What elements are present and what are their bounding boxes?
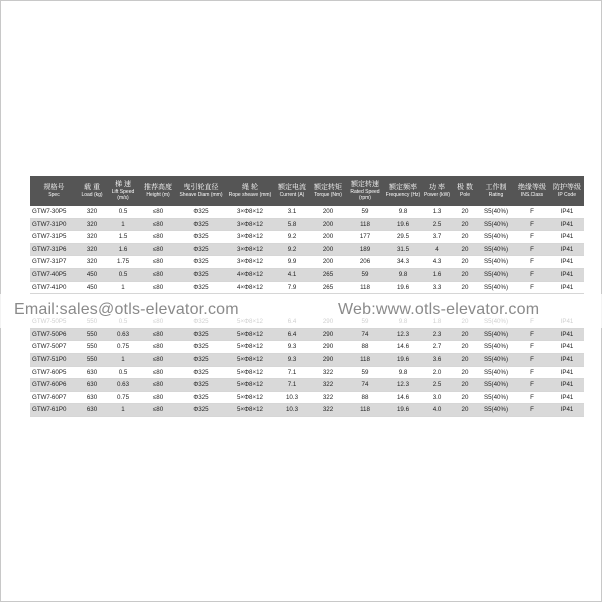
table-cell: IP41 (550, 341, 584, 354)
column-header-en: IP Code (558, 191, 576, 198)
table-cell: 118 (346, 218, 384, 231)
table-cell: ≤80 (140, 268, 176, 281)
table-cell: 3×Φ8×12 (226, 256, 274, 269)
table-cell: 10.3 (274, 391, 310, 404)
column-header-en: Load (kg) (81, 191, 103, 198)
column-header-zh: 防护等级 (553, 183, 581, 191)
table-cell: 9.8 (384, 366, 422, 379)
table-cell: F (514, 353, 550, 366)
table-cell: Φ325 (176, 256, 226, 269)
column-header (78, 176, 106, 206)
table-cell: IP41 (550, 404, 584, 417)
table-cell: GTW7-31P7 (30, 256, 78, 269)
table-cell: 34.3 (384, 256, 422, 269)
column-header-zh: 绝缘等级 (518, 183, 546, 191)
column-header-zh: 绳 轮 (242, 183, 258, 191)
table-cell: 4.1 (274, 268, 310, 281)
table-cell: Φ325 (176, 328, 226, 341)
column-header-en: Lift Speed (m/s) (111, 188, 135, 201)
table-cell: 1.5 (106, 231, 140, 244)
table-cell: 290 (310, 341, 346, 354)
table-cell: Φ325 (176, 268, 226, 281)
table-cell: 9.8 (384, 206, 422, 218)
table-cell: 450 (78, 268, 106, 281)
table-cell: 74 (346, 379, 384, 392)
table-cell: 630 (78, 404, 106, 417)
table-cell: S5(40%) (478, 391, 514, 404)
table-cell: 29.5 (384, 231, 422, 244)
column-header-en: Torque (Nm) (314, 191, 342, 198)
column-header-en: Pole (459, 191, 470, 198)
table-cell: 20 (452, 353, 478, 366)
table-cell: 3×Φ8×12 (226, 243, 274, 256)
column-header-zh: 推荐高度 (144, 183, 172, 191)
table-cell: IP41 (550, 366, 584, 379)
table-cell: GTW7-60P6 (30, 379, 78, 392)
table-cell: S5(40%) (478, 366, 514, 379)
watermark-web: Web:www.otls-elevator.com (338, 301, 540, 318)
table-cell: 3×Φ8×12 (226, 206, 274, 218)
table-cell: 322 (310, 366, 346, 379)
table-cell: ≤80 (140, 231, 176, 244)
table-row (30, 366, 584, 379)
table-cell: 200 (310, 243, 346, 256)
table-cell: IP41 (550, 328, 584, 341)
table-cell: F (514, 391, 550, 404)
column-header-zh: 额定转速 (351, 180, 379, 188)
watermark-email: Email:sales@otls-elevator.com (14, 301, 239, 318)
table-cell: 20 (452, 281, 478, 294)
table-cell: 20 (452, 243, 478, 256)
table-cell: GTW7-51P0 (30, 353, 78, 366)
table-row (30, 341, 584, 354)
table-cell: GTW7-31P0 (30, 218, 78, 231)
column-header (274, 176, 310, 206)
table-cell: 322 (310, 404, 346, 417)
table-row (30, 379, 584, 392)
table-cell: 450 (78, 281, 106, 294)
table-cell: 3×Φ8×12 (226, 231, 274, 244)
table-cell: F (514, 341, 550, 354)
table-cell: Φ325 (176, 218, 226, 231)
column-header-en: Height (m) (146, 191, 170, 198)
table-cell: 1 (106, 218, 140, 231)
table-cell: S5(40%) (478, 341, 514, 354)
table-cell: S5(40%) (478, 328, 514, 341)
table-cell: IP41 (550, 268, 584, 281)
table-cell: 5×Φ8×12 (226, 353, 274, 366)
table-cell: GTW7-50P7 (30, 341, 78, 354)
table-cell: 265 (310, 281, 346, 294)
column-header-en: Current (A) (279, 191, 305, 198)
table-cell: GTW7-31P5 (30, 231, 78, 244)
column-header (106, 176, 140, 206)
column-header-en: Rating (488, 191, 504, 198)
table-cell: 177 (346, 231, 384, 244)
table-cell: 320 (78, 256, 106, 269)
table-cell: ≤80 (140, 281, 176, 294)
table-cell: 1 (106, 281, 140, 294)
table-cell: 630 (78, 391, 106, 404)
table-cell: 59 (346, 366, 384, 379)
table-cell: GTW7-50P6 (30, 328, 78, 341)
table-cell: 200 (310, 206, 346, 218)
table-cell: F (514, 218, 550, 231)
column-header-en: Power (kW) (423, 191, 451, 198)
column-header (140, 176, 176, 206)
table-cell: S5(40%) (478, 404, 514, 417)
table-cell: 0.5 (106, 268, 140, 281)
table-cell: 3.0 (422, 391, 452, 404)
table-cell: F (514, 268, 550, 281)
table-cell: 20 (452, 328, 478, 341)
table-cell: IP41 (550, 353, 584, 366)
table-cell: ≤80 (140, 353, 176, 366)
column-header-zh: 工作制 (485, 183, 507, 191)
table-cell: S5(40%) (478, 379, 514, 392)
table-cell: F (514, 281, 550, 294)
table-cell: GTW7-41P0 (30, 281, 78, 294)
table-cell: 9.3 (274, 341, 310, 354)
table-cell: 118 (346, 404, 384, 417)
table-cell: Φ325 (176, 206, 226, 218)
table-row (30, 256, 584, 269)
table-cell: IP41 (550, 206, 584, 218)
table-cell: S5(40%) (478, 243, 514, 256)
table-cell: F (514, 243, 550, 256)
column-header (478, 176, 514, 206)
table-cell: 20 (452, 206, 478, 218)
table-cell: 2.5 (422, 218, 452, 231)
table-cell: 0.63 (106, 328, 140, 341)
column-header-en: Spec (48, 191, 60, 198)
table-cell: 7.9 (274, 281, 310, 294)
table-cell: 2.7 (422, 341, 452, 354)
table-cell: 20 (452, 404, 478, 417)
table-cell: 3.1 (274, 206, 310, 218)
table-cell: 5×Φ8×12 (226, 341, 274, 354)
table-cell: GTW7-60P7 (30, 391, 78, 404)
table-cell: 0.75 (106, 391, 140, 404)
table-cell: 200 (310, 231, 346, 244)
table-cell: 19.6 (384, 353, 422, 366)
table-cell: 12.3 (384, 379, 422, 392)
table-cell: 20 (452, 231, 478, 244)
table-cell: 19.6 (384, 281, 422, 294)
table-cell: 20 (452, 256, 478, 269)
table-row (30, 231, 584, 244)
table-cell: 1.75 (106, 256, 140, 269)
column-header-zh: 额定频率 (389, 183, 417, 191)
table-row (30, 353, 584, 366)
column-header (514, 176, 550, 206)
table-cell: GTW7-31P6 (30, 243, 78, 256)
table-cell: GTW7-40P5 (30, 268, 78, 281)
table-cell: IP41 (550, 218, 584, 231)
table-cell: 20 (452, 268, 478, 281)
table-cell: ≤80 (140, 391, 176, 404)
table-cell: 550 (78, 341, 106, 354)
table-cell: 10.3 (274, 404, 310, 417)
table-cell: ≤80 (140, 243, 176, 256)
table-cell: 88 (346, 391, 384, 404)
table-cell: 5×Φ8×12 (226, 404, 274, 417)
table-cell: 9.3 (274, 353, 310, 366)
table-cell: 19.6 (384, 218, 422, 231)
column-header (30, 176, 78, 206)
table-cell: F (514, 231, 550, 244)
table-cell: 189 (346, 243, 384, 256)
table-cell: 4×Φ8×12 (226, 281, 274, 294)
table-cell: 200 (310, 218, 346, 231)
column-header-zh: 极 数 (457, 183, 473, 191)
table-cell: 4.0 (422, 404, 452, 417)
table-cell: 1 (106, 353, 140, 366)
table-cell: 20 (452, 218, 478, 231)
table-cell: S5(40%) (478, 353, 514, 366)
column-header-zh: 梯 速 (115, 180, 131, 188)
table-row (30, 243, 584, 256)
table-cell: 3×Φ8×12 (226, 218, 274, 231)
table-cell: IP41 (550, 243, 584, 256)
column-header (226, 176, 274, 206)
table-cell: IP41 (550, 391, 584, 404)
table-cell: ≤80 (140, 366, 176, 379)
table-cell: Φ325 (176, 353, 226, 366)
table-cell: 630 (78, 366, 106, 379)
column-header (452, 176, 478, 206)
table-cell: 2.3 (422, 328, 452, 341)
table-cell: 3.7 (422, 231, 452, 244)
table-cell: 320 (78, 231, 106, 244)
column-header (176, 176, 226, 206)
table-cell: Φ325 (176, 231, 226, 244)
column-header-en: Rope sheave (mm) (228, 191, 272, 198)
table-cell: 12.3 (384, 328, 422, 341)
table-cell: 20 (452, 341, 478, 354)
table-cell: 1.6 (422, 268, 452, 281)
table-cell: Φ325 (176, 366, 226, 379)
column-header (550, 176, 584, 206)
table-row (30, 328, 584, 341)
table-cell: 1 (106, 404, 140, 417)
column-header-zh: 曳引轮直径 (183, 183, 219, 191)
column-header-en: Sheave Diam (mm) (179, 191, 223, 198)
table-cell: 59 (346, 268, 384, 281)
table-row (30, 281, 584, 294)
table-cell: S5(40%) (478, 231, 514, 244)
table-cell: 1.3 (422, 206, 452, 218)
table-cell: 322 (310, 379, 346, 392)
table-cell: 290 (310, 353, 346, 366)
table-cell: 3.3 (422, 281, 452, 294)
table-cell: GTW7-61P0 (30, 404, 78, 417)
column-header (422, 176, 452, 206)
column-header-zh: 载 重 (84, 183, 100, 191)
table-cell: ≤80 (140, 206, 176, 218)
table-cell: 4 (422, 243, 452, 256)
table-cell: 5×Φ8×12 (226, 379, 274, 392)
table-cell: S5(40%) (478, 268, 514, 281)
table-cell: 5×Φ8×12 (226, 391, 274, 404)
table-cell: 9.8 (384, 268, 422, 281)
table-cell: F (514, 256, 550, 269)
table-cell: Φ325 (176, 341, 226, 354)
table-cell: 5×Φ8×12 (226, 366, 274, 379)
column-header (346, 176, 384, 206)
table-cell: 6.4 (274, 328, 310, 341)
table-row (30, 218, 584, 231)
table-cell: 9.9 (274, 256, 310, 269)
table-cell: F (514, 328, 550, 341)
column-header (384, 176, 422, 206)
table-cell: 118 (346, 281, 384, 294)
table-cell: 14.6 (384, 391, 422, 404)
table-cell: IP41 (550, 256, 584, 269)
table-cell: 7.1 (274, 379, 310, 392)
table-cell: 59 (346, 206, 384, 218)
table-cell: F (514, 366, 550, 379)
table-row (30, 268, 584, 281)
table-cell: S5(40%) (478, 256, 514, 269)
table-cell: 5×Φ8×12 (226, 328, 274, 341)
table-cell: F (514, 404, 550, 417)
table-cell: 20 (452, 366, 478, 379)
column-header-zh: 额定电流 (278, 183, 306, 191)
table-cell: Φ325 (176, 281, 226, 294)
table-cell: 322 (310, 391, 346, 404)
table-cell: GTW7-30P5 (30, 206, 78, 218)
table-cell: ≤80 (140, 218, 176, 231)
table-cell: 5.8 (274, 218, 310, 231)
table-cell: GTW7-60P5 (30, 366, 78, 379)
table-cell: F (514, 379, 550, 392)
table-cell: S5(40%) (478, 218, 514, 231)
table-header-row (30, 176, 584, 206)
table-cell: ≤80 (140, 404, 176, 417)
column-header (310, 176, 346, 206)
table-cell: S5(40%) (478, 281, 514, 294)
table-cell: 74 (346, 328, 384, 341)
table-cell: ≤80 (140, 379, 176, 392)
table-cell: 118 (346, 353, 384, 366)
table-cell: IP41 (550, 379, 584, 392)
table-cell: F (514, 206, 550, 218)
column-header-zh: 额定转矩 (314, 183, 342, 191)
table-cell: 14.6 (384, 341, 422, 354)
table-cell: Φ325 (176, 391, 226, 404)
table-cell: 265 (310, 268, 346, 281)
table-cell: IP41 (550, 281, 584, 294)
table-cell: ≤80 (140, 256, 176, 269)
table-cell: 4.3 (422, 256, 452, 269)
table-cell: 7.1 (274, 366, 310, 379)
table-cell: S5(40%) (478, 206, 514, 218)
table-cell: 0.5 (106, 366, 140, 379)
table-cell: 4×Φ8×12 (226, 268, 274, 281)
table-row (30, 391, 584, 404)
column-header-en: Frequency (Hz) (385, 191, 421, 198)
column-header-en: INS.Class (520, 191, 544, 198)
table-cell: 19.6 (384, 404, 422, 417)
table-cell: ≤80 (140, 328, 176, 341)
table-cell: 0.63 (106, 379, 140, 392)
table-cell: 9.2 (274, 231, 310, 244)
table-cell: 20 (452, 391, 478, 404)
table-cell: 0.75 (106, 341, 140, 354)
table-row (30, 404, 584, 417)
table-cell: IP41 (550, 231, 584, 244)
table-cell: 550 (78, 353, 106, 366)
table-cell: 206 (346, 256, 384, 269)
column-header-en: Rated Speed (rpm) (350, 188, 380, 201)
table-cell: Φ325 (176, 243, 226, 256)
table-cell: 320 (78, 218, 106, 231)
table-cell: ≤80 (140, 341, 176, 354)
table-cell: 1.6 (106, 243, 140, 256)
table-cell: 2.0 (422, 366, 452, 379)
table-cell: 88 (346, 341, 384, 354)
table-cell: 320 (78, 206, 106, 218)
table-cell: 20 (452, 379, 478, 392)
column-header-zh: 规格号 (43, 183, 65, 191)
table-cell: 550 (78, 328, 106, 341)
table-cell: Φ325 (176, 379, 226, 392)
table-cell: 9.2 (274, 243, 310, 256)
table-cell: 290 (310, 328, 346, 341)
table-cell: 0.5 (106, 206, 140, 218)
table-row (30, 206, 584, 218)
table-cell: Φ325 (176, 404, 226, 417)
column-header-zh: 功 率 (429, 183, 445, 191)
table-cell: 3.6 (422, 353, 452, 366)
table-cell: 320 (78, 243, 106, 256)
table-cell: 31.5 (384, 243, 422, 256)
table-cell: 630 (78, 379, 106, 392)
table-cell: 200 (310, 256, 346, 269)
table-cell: 2.5 (422, 379, 452, 392)
